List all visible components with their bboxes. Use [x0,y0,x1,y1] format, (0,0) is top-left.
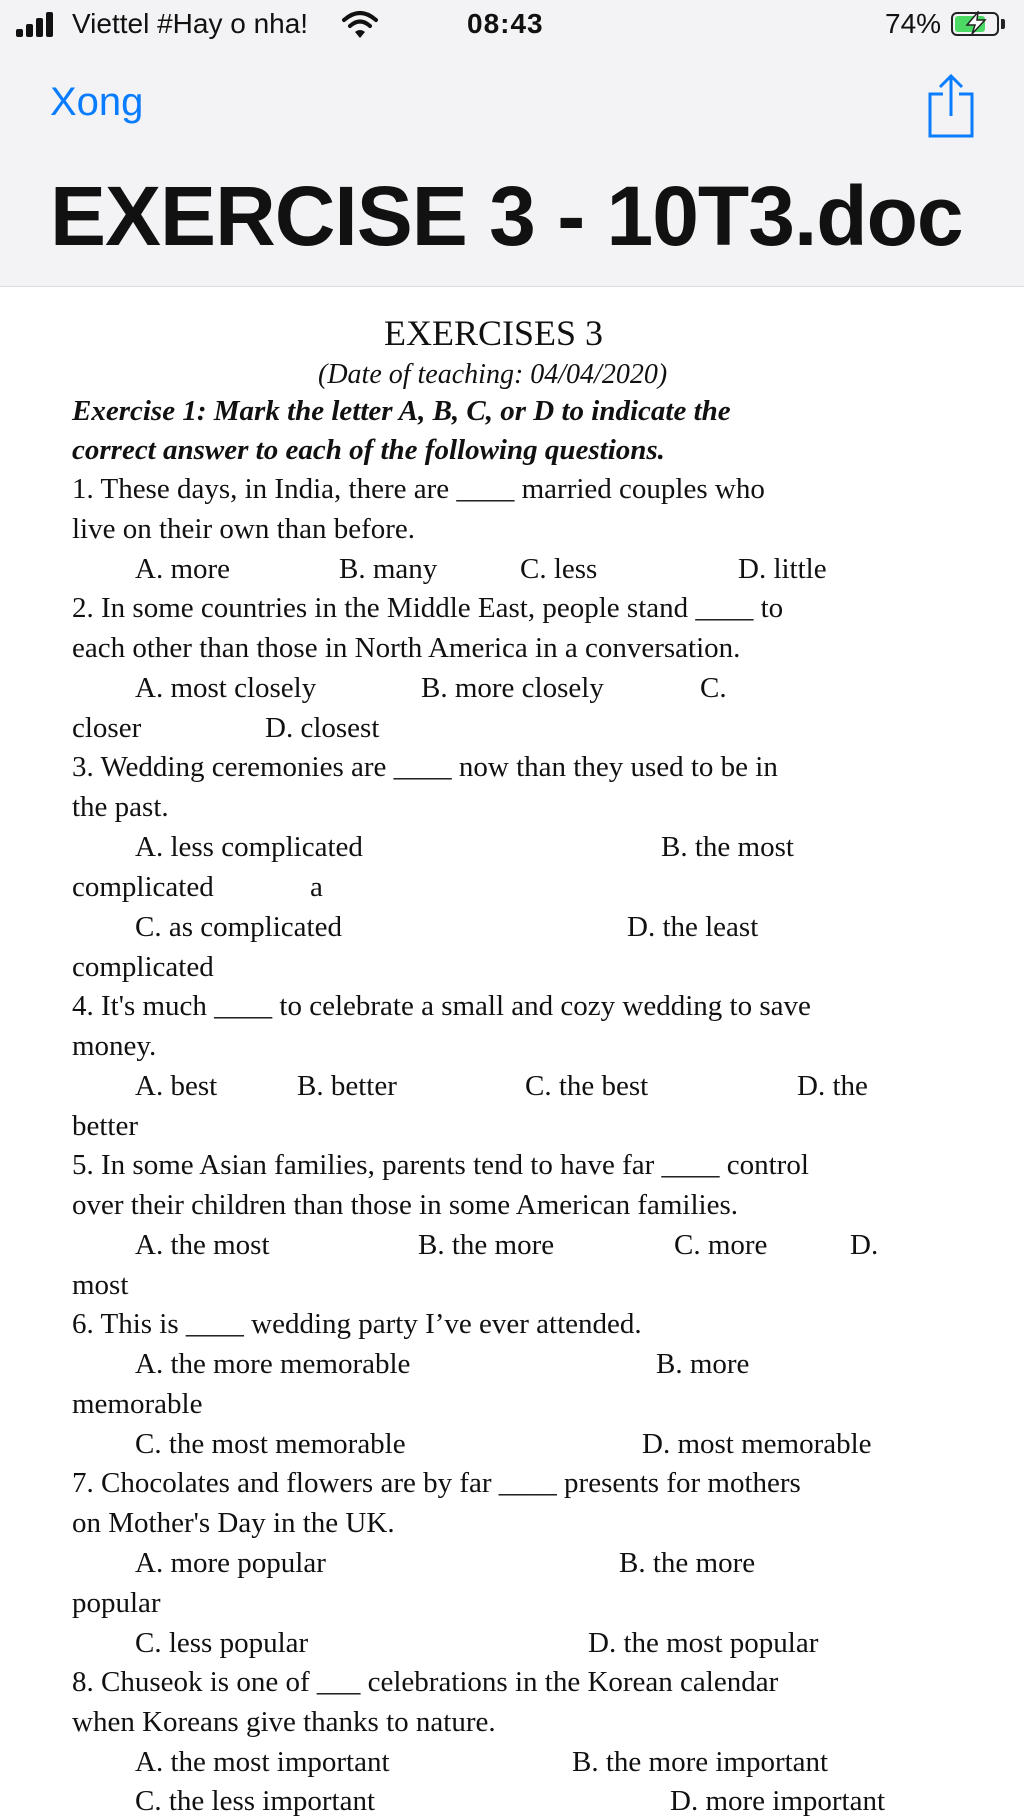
question-2-option: A. most closely [135,672,317,704]
question-3-option: complicated [72,871,214,903]
question-7-option: popular [72,1587,161,1619]
question-7-option: C. less popular [135,1627,309,1659]
question-5-option: A. the most [135,1229,270,1261]
question-1-option: A. more [135,553,231,585]
question-6-text: 6. This is ____ wedding party I’ve ever attended. [72,1308,642,1340]
question-1-option: D. little [738,553,827,585]
question-2-option: D. closest [265,712,380,744]
question-4-text: 4. It's much ____ to celebrate a small and cozy wedding to save [72,990,811,1022]
date-of-teaching: (Date of teaching: 04/04/2020) [318,359,668,390]
question-5-option: most [72,1269,129,1301]
question-8-option: C. the less important [135,1785,376,1817]
question-7-text: 7. Chocolates and flowers are by far ____ presents for mothers [72,1467,801,1499]
status-bar [0,0,1024,50]
question-2-option: closer [72,712,142,744]
question-8-option: B. the more important [572,1746,829,1778]
question-6-option: B. more [656,1348,750,1380]
battery-percent: 74% [885,8,942,39]
done-button[interactable]: Xong [50,80,144,124]
question-5-option: C. more [674,1229,768,1261]
question-2-text: 2. In some countries in the Middle East, people stand ____ to [72,592,784,624]
top-bar [0,0,1024,287]
question-1-option: B. many [339,553,438,585]
question-8-option: D. more important [670,1785,886,1817]
question-3-text: the past. [72,791,169,823]
question-3-text: 3. Wedding ceremonies are ____ now than they used to be in [72,751,778,783]
question-3-option: complicated [72,951,214,983]
exercise-instruction: correct answer to each of the following questions. [72,434,665,466]
question-4-option: A. best [135,1070,218,1102]
document-heading: EXERCISES 3 [384,313,604,353]
question-5-text: over their children than those in some American families. [72,1189,738,1221]
question-6-option: A. the more memorable [135,1348,411,1380]
question-5-option: B. the more [418,1229,555,1261]
question-4-option: B. better [297,1070,397,1102]
question-4-text: money. [72,1030,157,1062]
exercise-instruction: Exercise 1: Mark the letter A, B, C, or D to indicate the [72,395,731,427]
question-7-text: on Mother's Day in the UK. [72,1507,395,1539]
share-icon[interactable] [926,72,976,138]
battery-tip [1001,19,1005,29]
question-3-option: A. less complicated [135,831,363,863]
question-6-option: C. the most memorable [135,1428,406,1460]
charging-bolt-icon [961,11,991,35]
question-7-option: B. the more [619,1547,756,1579]
question-3-option: D. the least [627,911,759,943]
status-time: 08:43 [467,8,544,39]
question-6-option: D. most memorable [642,1428,872,1460]
question-5-text: 5. In some Asian families, parents tend to have far ____ control [72,1149,809,1181]
question-3-option: C. as complicated [135,911,342,943]
question-2-option: C. [700,672,727,704]
question-7-option: A. more popular [135,1547,326,1579]
question-7-option: D. the most popular [588,1627,819,1659]
question-2-option: B. more closely [421,672,604,704]
wifi-icon [342,10,378,40]
question-4-option: C. the best [525,1070,649,1102]
question-1-text: 1. These days, in India, there are ____ married couples who [72,473,765,505]
question-3-option: B. the most [661,831,794,863]
carrier-name: Viettel #Hay o nha! [72,8,309,39]
question-1-text: live on their own than before. [72,513,416,545]
battery-icon [951,12,999,36]
document-page[interactable] [0,287,1024,1820]
question-6-option: memorable [72,1388,203,1420]
question-3-option: a [310,871,323,903]
question-1-option: C. less [520,553,598,585]
question-4-option: better [72,1110,139,1142]
signal-icon [16,11,60,37]
question-4-option: D. the [797,1070,868,1102]
question-8-text: 8. Chuseok is one of ___ celebrations in the Korean calendar [72,1666,779,1698]
question-2-text: each other than those in North America in a conversation. [72,632,741,664]
document-title: EXERCISE 3 - 10T3.doc [50,169,963,263]
question-5-option: D. [850,1229,879,1261]
question-8-option: A. the most important [135,1746,390,1778]
question-8-text: when Koreans give thanks to nature. [72,1706,496,1738]
